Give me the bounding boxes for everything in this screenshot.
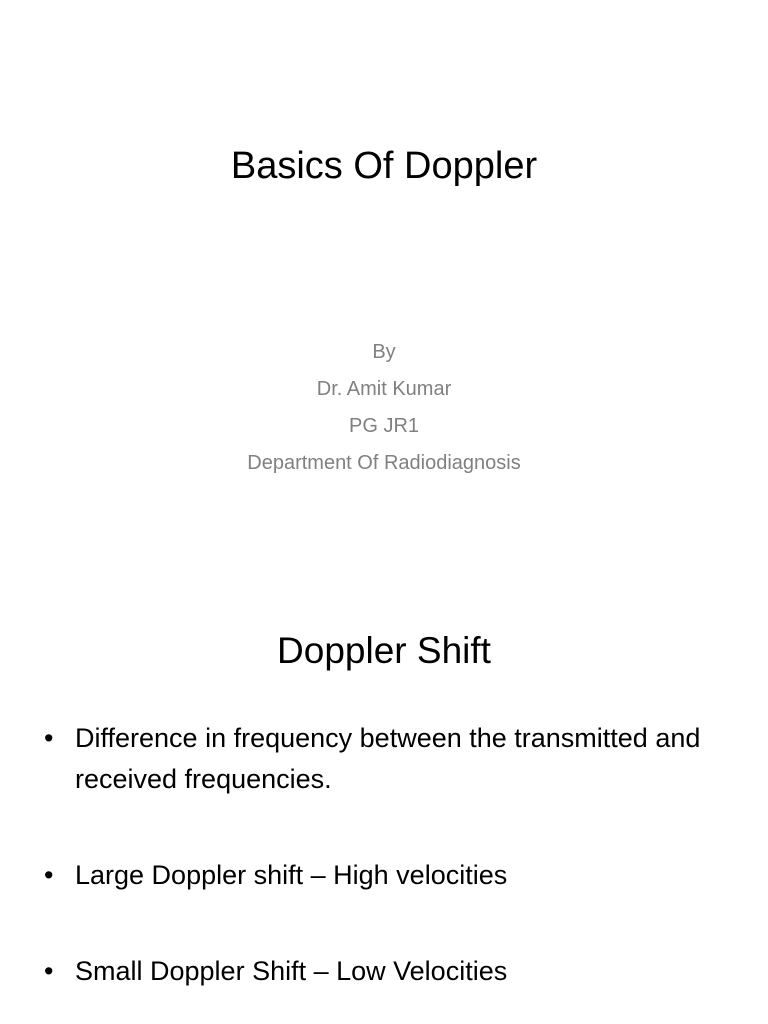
bullet-text: Difference in frequency between the transmitted and received frequencies. bbox=[75, 723, 701, 794]
slide-subtitle bbox=[0, 334, 768, 482]
bullet-text: Large Doppler shift – High velocities bbox=[75, 860, 508, 890]
list-item bbox=[44, 855, 744, 896]
bullet-icon: • bbox=[44, 723, 54, 753]
bullet-icon: • bbox=[44, 956, 54, 986]
content-slide bbox=[0, 576, 768, 1024]
slide-title: Doppler Shift bbox=[277, 630, 491, 671]
list-item bbox=[44, 951, 744, 992]
bullet-text: Small Doppler Shift – Low Velocities bbox=[75, 956, 508, 986]
subtitle-by: By bbox=[372, 341, 396, 363]
subtitle-position: PG JR1 bbox=[348, 415, 420, 437]
bullet-icon: • bbox=[44, 860, 54, 890]
slide-title: Basics Of Doppler bbox=[230, 145, 538, 187]
list-item bbox=[44, 718, 744, 800]
subtitle-department: Department Of Radiodiagnosis bbox=[247, 452, 521, 474]
bullet-list bbox=[44, 718, 744, 992]
subtitle-author: Dr. Amit Kumar bbox=[316, 378, 452, 400]
